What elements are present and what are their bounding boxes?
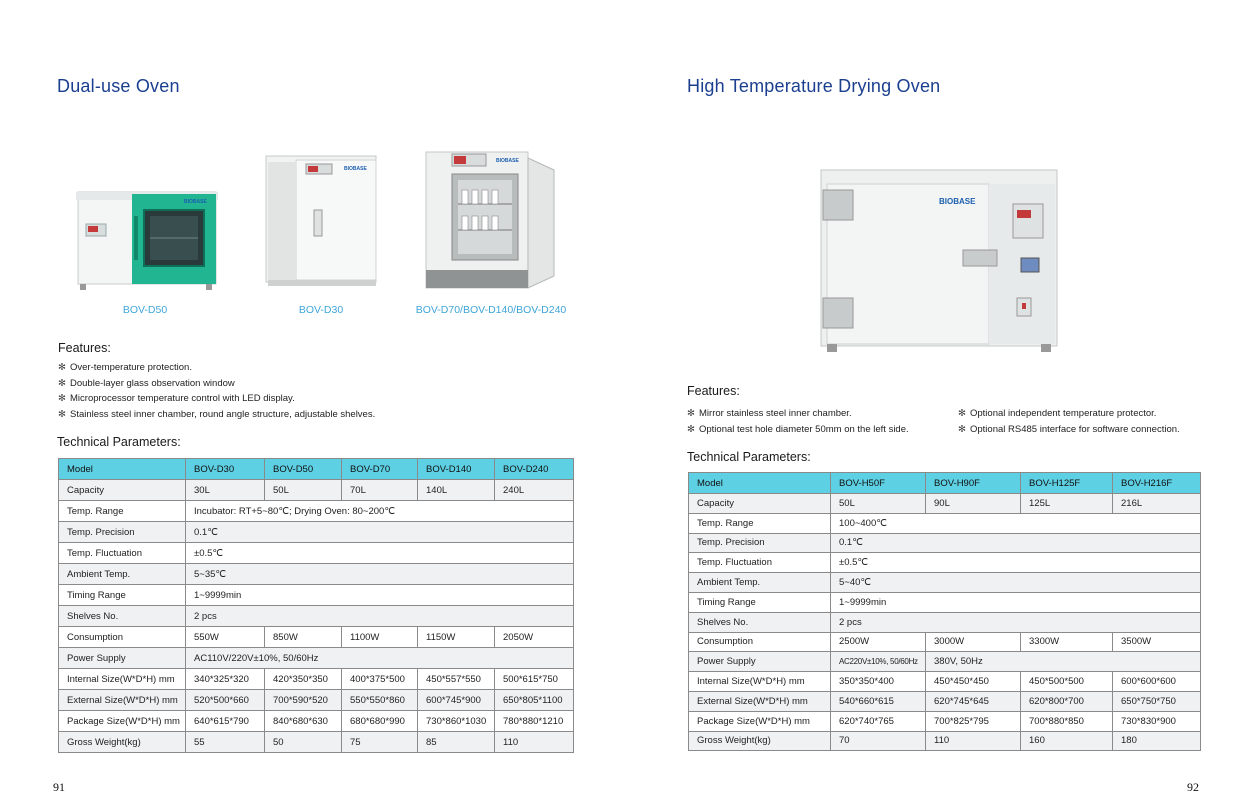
table-cell: 110 [926, 731, 1021, 751]
right-page-title: High Temperature Drying Oven [687, 76, 941, 96]
feature-item: ✻ Double-layer glass observation window [58, 376, 375, 392]
table-row [59, 627, 574, 648]
feature-item: ✻ Optional test hole diameter 50mm on the left side. [687, 422, 909, 438]
row-label: External Size(W*D*H) mm [689, 691, 831, 711]
table-cell: 5~40℃ [831, 573, 1201, 593]
page-number: 92 [1187, 780, 1199, 794]
table-cell: 650*750*750 [1113, 691, 1201, 711]
table-cell: 520*500*660 [186, 690, 265, 711]
table-cell: 700*825*795 [926, 711, 1021, 731]
table-row [689, 632, 1201, 652]
table-cell: 1~9999min [186, 585, 574, 606]
table-cell: 640*615*790 [186, 711, 265, 732]
table-cell: 2050W [495, 627, 574, 648]
table-row [59, 480, 574, 501]
row-label: Package Size(W*D*H) mm [59, 711, 186, 732]
table-cell: 100~400℃ [831, 513, 1201, 533]
table-cell: 340*325*320 [186, 669, 265, 690]
table-cell: 2500W [831, 632, 926, 652]
table-cell: 780*880*1210 [495, 711, 574, 732]
table-cell: 75 [342, 732, 418, 753]
table-cell: ±0.5℃ [831, 553, 1201, 573]
oven-high-temperature-image [817, 166, 1061, 356]
table-row [59, 543, 574, 564]
brand-logo-text: BIOBASE [939, 197, 976, 206]
feature-item: ✻ Mirror stainless steel inner chamber. [687, 406, 909, 422]
table-header-cell: BOV-H50F [831, 473, 926, 494]
table-row [59, 669, 574, 690]
table-cell: 0.1℃ [186, 522, 574, 543]
table-cell: 680*680*990 [342, 711, 418, 732]
table-cell: 700*880*850 [1021, 711, 1113, 731]
table-cell: 50L [831, 494, 926, 514]
row-label: Temp. Fluctuation [59, 543, 186, 564]
product-caption-bov-d30: BOV-D30 [298, 304, 344, 316]
table-row [59, 501, 574, 522]
table-cell: 620*740*765 [831, 711, 926, 731]
features-list-column-1 [687, 406, 909, 437]
table-cell: 730*860*1030 [418, 711, 495, 732]
table-cell: 1~9999min [831, 592, 1201, 612]
table-cell: 1100W [342, 627, 418, 648]
table-cell: AC220V±10%, 50/60Hz [831, 652, 926, 672]
table-row [689, 731, 1201, 751]
right-page [629, 0, 1258, 800]
table-cell: 450*557*550 [418, 669, 495, 690]
table-header-cell: Model [689, 473, 831, 494]
feature-item: ✻ Optional independent temperature protector. [958, 406, 1180, 422]
table-header-cell: BOV-H125F [1021, 473, 1113, 494]
table-cell: 850W [265, 627, 342, 648]
asterisk-bullet-icon: ✻ [58, 393, 66, 404]
row-label: Capacity [59, 480, 186, 501]
table-cell: 450*450*450 [926, 672, 1021, 692]
row-label: Consumption [689, 632, 831, 652]
asterisk-bullet-icon: ✻ [958, 423, 966, 435]
table-row [59, 690, 574, 711]
asterisk-bullet-icon: ✻ [58, 408, 66, 420]
table-row [689, 691, 1201, 711]
table-header-cell: BOV-H90F [926, 473, 1021, 494]
features-heading: Features: [58, 341, 111, 355]
table-cell: ±0.5℃ [186, 543, 574, 564]
row-label: Gross Weight(kg) [59, 732, 186, 753]
table-cell: 2 pcs [186, 606, 574, 627]
table-cell: 540*660*615 [831, 691, 926, 711]
technical-parameters-heading: Technical Parameters: [687, 450, 811, 464]
table-cell: 110 [495, 732, 574, 753]
feature-item: ✻ Stainless steel inner chamber, round angle structure, adjustable shelves. [58, 407, 375, 423]
oven-bov-d50-image [72, 188, 222, 292]
row-label: Consumption [59, 627, 186, 648]
table-row [59, 585, 574, 606]
asterisk-bullet-icon: ✻ [58, 362, 66, 373]
oven-bov-d70-open-image [422, 148, 560, 296]
row-label: Temp. Precision [689, 533, 831, 553]
oven-bov-d30-image [262, 150, 380, 290]
table-cell: 140L [418, 480, 495, 501]
table-row [59, 564, 574, 585]
table-header-cell: BOV-D140 [418, 459, 495, 480]
page-number: 91 [53, 780, 65, 794]
table-cell: 550*550*860 [342, 690, 418, 711]
table-row [689, 573, 1201, 593]
row-label: Power Supply [689, 652, 831, 672]
table-cell: 500*615*750 [495, 669, 574, 690]
row-label: Power Supply [59, 648, 186, 669]
row-label: Temp. Precision [59, 522, 186, 543]
table-cell: 2 pcs [831, 612, 1201, 632]
table-cell: 400*375*500 [342, 669, 418, 690]
table-cell: 3500W [1113, 632, 1201, 652]
table-row [59, 648, 574, 669]
table-header-cell: BOV-H216F [1113, 473, 1201, 494]
table-row [59, 711, 574, 732]
table-row [689, 533, 1201, 553]
table-row [689, 553, 1201, 573]
table-cell: 730*830*900 [1113, 711, 1201, 731]
table-cell: 55 [186, 732, 265, 753]
row-label: External Size(W*D*H) mm [59, 690, 186, 711]
table-cell: 1150W [418, 627, 495, 648]
features-list [58, 360, 375, 422]
table-cell: 160 [1021, 731, 1113, 751]
table-row [689, 592, 1201, 612]
feature-item: ✻ Microprocessor temperature control with LED display. [58, 391, 375, 407]
row-label: Timing Range [689, 592, 831, 612]
table-cell: 600*600*600 [1113, 672, 1201, 692]
row-label: Shelves No. [689, 612, 831, 632]
asterisk-bullet-icon: ✻ [958, 408, 966, 419]
table-cell: 70 [831, 731, 926, 751]
left-spec-table [58, 458, 574, 753]
features-heading: Features: [687, 384, 740, 398]
table-cell: 50L [265, 480, 342, 501]
table-row [689, 672, 1201, 692]
row-label: Internal Size(W*D*H) mm [689, 672, 831, 692]
row-label: Timing Range [59, 585, 186, 606]
row-label: Internal Size(W*D*H) mm [59, 669, 186, 690]
left-page-title: Dual-use Oven [57, 76, 180, 96]
product-caption-bov-d50: BOV-D50 [122, 304, 168, 316]
table-cell: 180 [1113, 731, 1201, 751]
table-cell: 85 [418, 732, 495, 753]
table-cell: 420*350*350 [265, 669, 342, 690]
table-cell: 550W [186, 627, 265, 648]
table-row [59, 732, 574, 753]
table-row [689, 711, 1201, 731]
table-cell: 3300W [1021, 632, 1113, 652]
feature-item: ✻ Optional RS485 interface for software connection. [958, 422, 1180, 438]
table-row [689, 513, 1201, 533]
row-label: Package Size(W*D*H) mm [689, 711, 831, 731]
table-cell: 620*745*645 [926, 691, 1021, 711]
table-row [689, 612, 1201, 632]
asterisk-bullet-icon: ✻ [687, 423, 695, 435]
feature-item: ✻ Over-temperature protection. [58, 360, 375, 376]
table-header-cell: BOV-D30 [186, 459, 265, 480]
table-row [689, 494, 1201, 514]
table-cell: AC110V/220V±10%, 50/60Hz [186, 648, 574, 669]
row-label: Temp. Range [59, 501, 186, 522]
table-cell: 350*350*400 [831, 672, 926, 692]
table-cell: 30L [186, 480, 265, 501]
table-row [59, 522, 574, 543]
table-cell: 5~35℃ [186, 564, 574, 585]
table-row [689, 652, 1201, 672]
row-label: Temp. Range [689, 513, 831, 533]
table-cell: 70L [342, 480, 418, 501]
table-cell: 240L [495, 480, 574, 501]
row-label: Shelves No. [59, 606, 186, 627]
features-list-column-2 [958, 406, 1180, 437]
asterisk-bullet-icon: ✻ [58, 377, 66, 389]
table-cell: 50 [265, 732, 342, 753]
table-cell: 650*805*1100 [495, 690, 574, 711]
row-label: Temp. Fluctuation [689, 553, 831, 573]
table-header-row [59, 459, 574, 480]
table-cell: 125L [1021, 494, 1113, 514]
table-row [59, 606, 574, 627]
table-header-cell: Model [59, 459, 186, 480]
table-cell: 840*680*630 [265, 711, 342, 732]
brand-logo-text: BIOBASE [344, 166, 367, 172]
brand-logo-text: BIOBASE [184, 199, 207, 205]
table-header-cell: BOV-D50 [265, 459, 342, 480]
table-cell: Incubator: RT+5~80℃; Drying Oven: 80~200℃ [186, 501, 574, 522]
row-label: Capacity [689, 494, 831, 514]
table-cell: 0.1℃ [831, 533, 1201, 553]
row-label: Gross Weight(kg) [689, 731, 831, 751]
right-spec-table [688, 472, 1201, 751]
brand-logo-text: BIOBASE [496, 158, 519, 164]
table-header-cell: BOV-D240 [495, 459, 574, 480]
table-cell: 216L [1113, 494, 1201, 514]
table-cell: 600*745*900 [418, 690, 495, 711]
row-label: Ambient Temp. [59, 564, 186, 585]
table-cell: 90L [926, 494, 1021, 514]
table-cell: 380V, 50Hz [926, 652, 1201, 672]
table-cell: 700*590*520 [265, 690, 342, 711]
product-caption-bov-d70-d140-d240: BOV-D70/BOV-D140/BOV-D240 [415, 304, 567, 316]
asterisk-bullet-icon: ✻ [687, 408, 695, 419]
technical-parameters-heading: Technical Parameters: [57, 435, 181, 449]
table-cell: 3000W [926, 632, 1021, 652]
table-cell: 450*500*500 [1021, 672, 1113, 692]
table-header-cell: BOV-D70 [342, 459, 418, 480]
table-header-row [689, 473, 1201, 494]
table-cell: 620*800*700 [1021, 691, 1113, 711]
row-label: Ambient Temp. [689, 573, 831, 593]
